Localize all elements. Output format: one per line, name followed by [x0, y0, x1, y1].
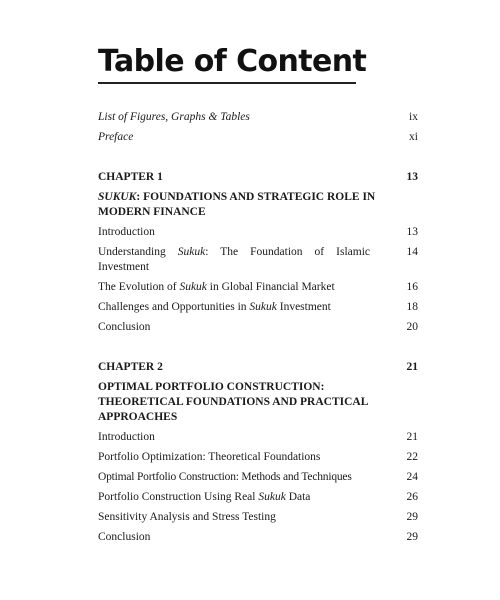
toc-entry[interactable]	[98, 470, 418, 485]
title-underline	[98, 82, 356, 84]
toc-entry-label: Introduction	[98, 226, 155, 238]
toc-entry-label: List of Figures, Graphs & Tables	[98, 111, 250, 123]
toc-entry[interactable]	[98, 430, 418, 445]
label-part: Data	[285, 491, 311, 503]
toc-entry-page: 20	[406, 321, 418, 333]
toc-entry-page: 29	[406, 531, 418, 543]
toc-entry-label: Introduction	[98, 431, 155, 443]
toc-entry-label	[98, 245, 370, 275]
chapter-1-title	[98, 190, 388, 220]
toc-entry-label	[98, 280, 370, 295]
label-emphasis: Sukuk	[177, 246, 206, 258]
toc-entry-page: 13	[406, 226, 418, 238]
toc-entry-label	[98, 490, 370, 505]
label-part: : The Foundation of Islamic Investment	[98, 246, 370, 273]
label-emphasis: Sukuk	[258, 491, 286, 503]
toc-entry[interactable]	[98, 450, 418, 465]
label-part: Understanding	[98, 246, 178, 258]
chapter-title-text: : FOUNDATIONS AND STRATEGIC ROLE IN MODERN FINANCE	[98, 191, 376, 218]
toc-entry-page: 24	[406, 471, 418, 483]
toc-entry-page: 14	[406, 246, 418, 258]
chapter-2-title: OPTIMAL PORTFOLIO CONSTRUCTION: THEORETICAL FOUNDATIONS AND PRACTICAL APPROACHES	[98, 381, 368, 423]
toc-entry-page: 29	[406, 511, 418, 523]
toc-entry-label: Sensitivity Analysis and Stress Testing	[98, 511, 276, 523]
toc-entry[interactable]	[98, 490, 418, 505]
label-emphasis: Sukuk	[179, 281, 207, 293]
toc-entry-page: ix	[409, 111, 418, 123]
label-emphasis: Sukuk	[249, 301, 277, 313]
chapter-label: CHAPTER 2	[98, 361, 163, 373]
chapter-1-heading[interactable]	[98, 170, 418, 185]
chapter-2-heading[interactable]	[98, 360, 418, 375]
label-part: Challenges and Opportunities in	[98, 301, 250, 313]
label-part: The Evolution of	[98, 281, 180, 293]
label-part: Investment	[276, 301, 331, 313]
toc-entry[interactable]	[98, 300, 418, 315]
toc-entry-label: Conclusion	[98, 531, 151, 543]
toc-entry-label	[98, 300, 370, 315]
toc-entry[interactable]	[98, 225, 418, 240]
chapter-page: 13	[406, 171, 418, 183]
toc-entry-page: 22	[406, 451, 418, 463]
label-part: Portfolio Construction Using Real	[98, 491, 259, 503]
toc-entry[interactable]	[98, 320, 418, 335]
toc-entry-page: 16	[406, 281, 418, 293]
toc-entry[interactable]	[98, 510, 418, 525]
toc-entry-page: 26	[406, 491, 418, 503]
toc-entry[interactable]	[98, 280, 418, 295]
toc-entry-label: Conclusion	[98, 321, 151, 333]
toc-entry-page: 18	[406, 301, 418, 313]
toc-entry-label: Portfolio Optimization: Theoretical Foundations	[98, 451, 321, 463]
page-title: Table of Content	[98, 44, 367, 79]
label-part: in Global Financial Market	[206, 281, 335, 293]
toc-entry[interactable]	[98, 245, 418, 275]
toc-entry-page: xi	[409, 131, 418, 143]
toc-entry-list-of-figures[interactable]	[98, 110, 418, 125]
toc-entry[interactable]	[98, 530, 418, 545]
toc-entry-preface[interactable]	[98, 130, 418, 145]
chapter-page: 21	[406, 361, 418, 373]
chapter-label: CHAPTER 1	[98, 171, 163, 183]
toc-entry-label: Optimal Portfolio Construction: Methods and Techniques	[98, 471, 352, 483]
chapter-title-emphasis: SUKUK	[98, 191, 137, 203]
toc-entry-label: Preface	[98, 131, 134, 143]
toc-entry-page: 21	[406, 431, 418, 443]
